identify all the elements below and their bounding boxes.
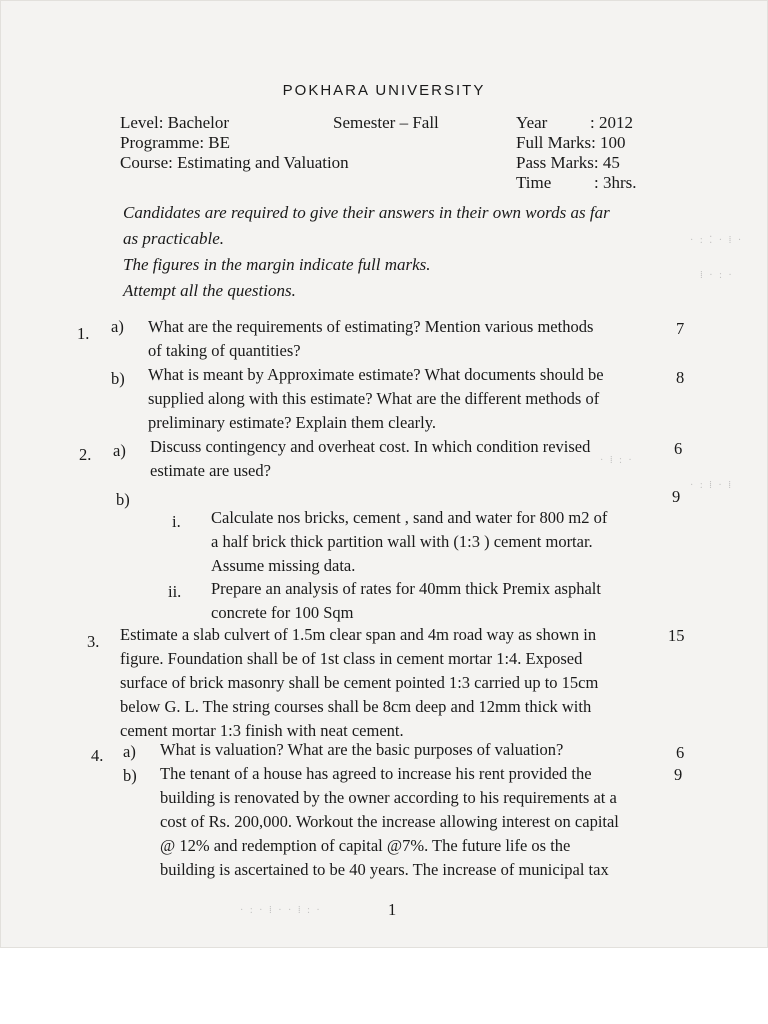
text-line: concrete for 100 Sqm	[211, 603, 354, 622]
university-title: POKHARA UNIVERSITY	[282, 82, 486, 99]
marks-value: 9	[672, 487, 681, 506]
question-number: 2.	[79, 445, 92, 464]
subquestion-label: i.	[172, 512, 181, 531]
instructions	[123, 200, 610, 304]
subquestion-label: b)	[123, 766, 137, 785]
programme-text: Programme: BE	[120, 133, 231, 152]
full-marks-text: Full Marks: 100	[516, 133, 626, 152]
subquestion-label: b)	[111, 369, 125, 388]
scan-noise: · : ⁞ · ⁞	[690, 480, 733, 491]
time-label: Time	[516, 173, 552, 192]
marks-value: 9	[674, 765, 683, 784]
text-line: What is valuation? What are the basic purposes of valuation?	[160, 740, 564, 759]
text-line: The tenant of a house has agreed to increase his rent provided the	[160, 764, 592, 783]
marks-value: 8	[676, 368, 685, 387]
year-label: Year	[516, 113, 548, 132]
text-line: Estimate a slab culvert of 1.5m clear span and 4m road way as shown in	[120, 625, 597, 644]
marks-value: 6	[676, 743, 685, 762]
course-text: Course: Estimating and Valuation	[120, 153, 349, 172]
page-number: 1	[388, 900, 397, 919]
question-number: 1.	[77, 324, 90, 343]
scan-noise: ⁞ · : ·	[700, 270, 734, 281]
subquestion-label: a)	[113, 441, 126, 460]
text-line: Assume missing data.	[211, 556, 356, 575]
question-number: 4.	[91, 746, 104, 765]
instruction-line: Candidates are required to give their answers in their own words as far	[123, 203, 610, 222]
question-2a-text	[150, 435, 590, 483]
pass-marks-text: Pass Marks: 45	[516, 153, 620, 172]
text-line: of taking of quantities?	[148, 341, 301, 360]
question-1b-text	[148, 363, 604, 435]
instruction-line: The figures in the margin indicate full marks.	[123, 255, 431, 274]
text-line: below G. L. The string courses shall be 8cm deep and 12mm thick with	[120, 697, 592, 716]
question-1a-text	[148, 315, 593, 363]
instruction-line: Attempt all the questions.	[123, 281, 296, 300]
subquestion-label: ii.	[168, 582, 182, 601]
text-line: figure. Foundation shall be of 1st class in cement mortar 1:4. Exposed	[120, 649, 583, 668]
scan-noise: · ⁞ : ·	[600, 455, 634, 466]
subquestion-label: b)	[116, 490, 130, 509]
subquestion-label: a)	[123, 742, 136, 761]
text-line: Discuss contingency and overheat cost. In which condition revised	[150, 437, 591, 456]
scan-noise: · : ⁚ · ⁞ ·	[690, 235, 744, 246]
text-line: What are the requirements of estimating? Mention various methods	[148, 317, 594, 336]
subquestion-label: a)	[111, 317, 124, 336]
text-line: preliminary estimate? Explain them clearly.	[148, 413, 437, 432]
marks-value: 15	[668, 626, 685, 645]
text-line: Prepare an analysis of rates for 40mm thick Premix asphalt	[211, 579, 601, 598]
question-number: 3.	[87, 632, 100, 651]
semester-text: Semester – Fall	[333, 113, 439, 132]
level-text: Level: Bachelor	[120, 113, 230, 132]
text-line: cement mortar 1:3 finish with neat cement.	[120, 721, 404, 740]
question-2b-i-text	[211, 506, 607, 578]
marks-value: 7	[676, 319, 685, 338]
text-line: @ 12% and redemption of capital @7%. The future life os the	[160, 836, 571, 855]
question-3-text	[120, 623, 598, 743]
text-line: Calculate nos bricks, cement , sand and water for 800 m2 of	[211, 508, 608, 527]
question-4a-text	[160, 738, 563, 762]
instruction-line: as practicable.	[123, 229, 225, 248]
year-value: : 2012	[590, 113, 633, 132]
text-line: building is ascertained to be 40 years. The increase of municipal tax	[160, 860, 609, 879]
text-line: What is meant by Approximate estimate? What documents should be	[148, 365, 604, 384]
text-line: estimate are used?	[150, 461, 271, 480]
text-line: supplied along with this estimate? What are the different methods of	[148, 389, 600, 408]
question-2b-ii-text	[211, 577, 601, 625]
time-value: : 3hrs.	[594, 173, 637, 192]
text-line: a half brick thick partition wall with (1:3 ) cement mortar.	[211, 532, 593, 551]
text-line: cost of Rs. 200,000. Workout the increase allowing interest on capital	[160, 812, 619, 831]
scan-noise: · : · ⁞ · · ⁞ : ·	[240, 905, 322, 916]
question-4b-text	[160, 762, 619, 882]
text-line: surface of brick masonry shall be cement pointed 1:3 carried up to 15cm	[120, 673, 599, 692]
marks-value: 6	[674, 439, 683, 458]
text-line: building is renovated by the owner according to his requirements at a	[160, 788, 617, 807]
